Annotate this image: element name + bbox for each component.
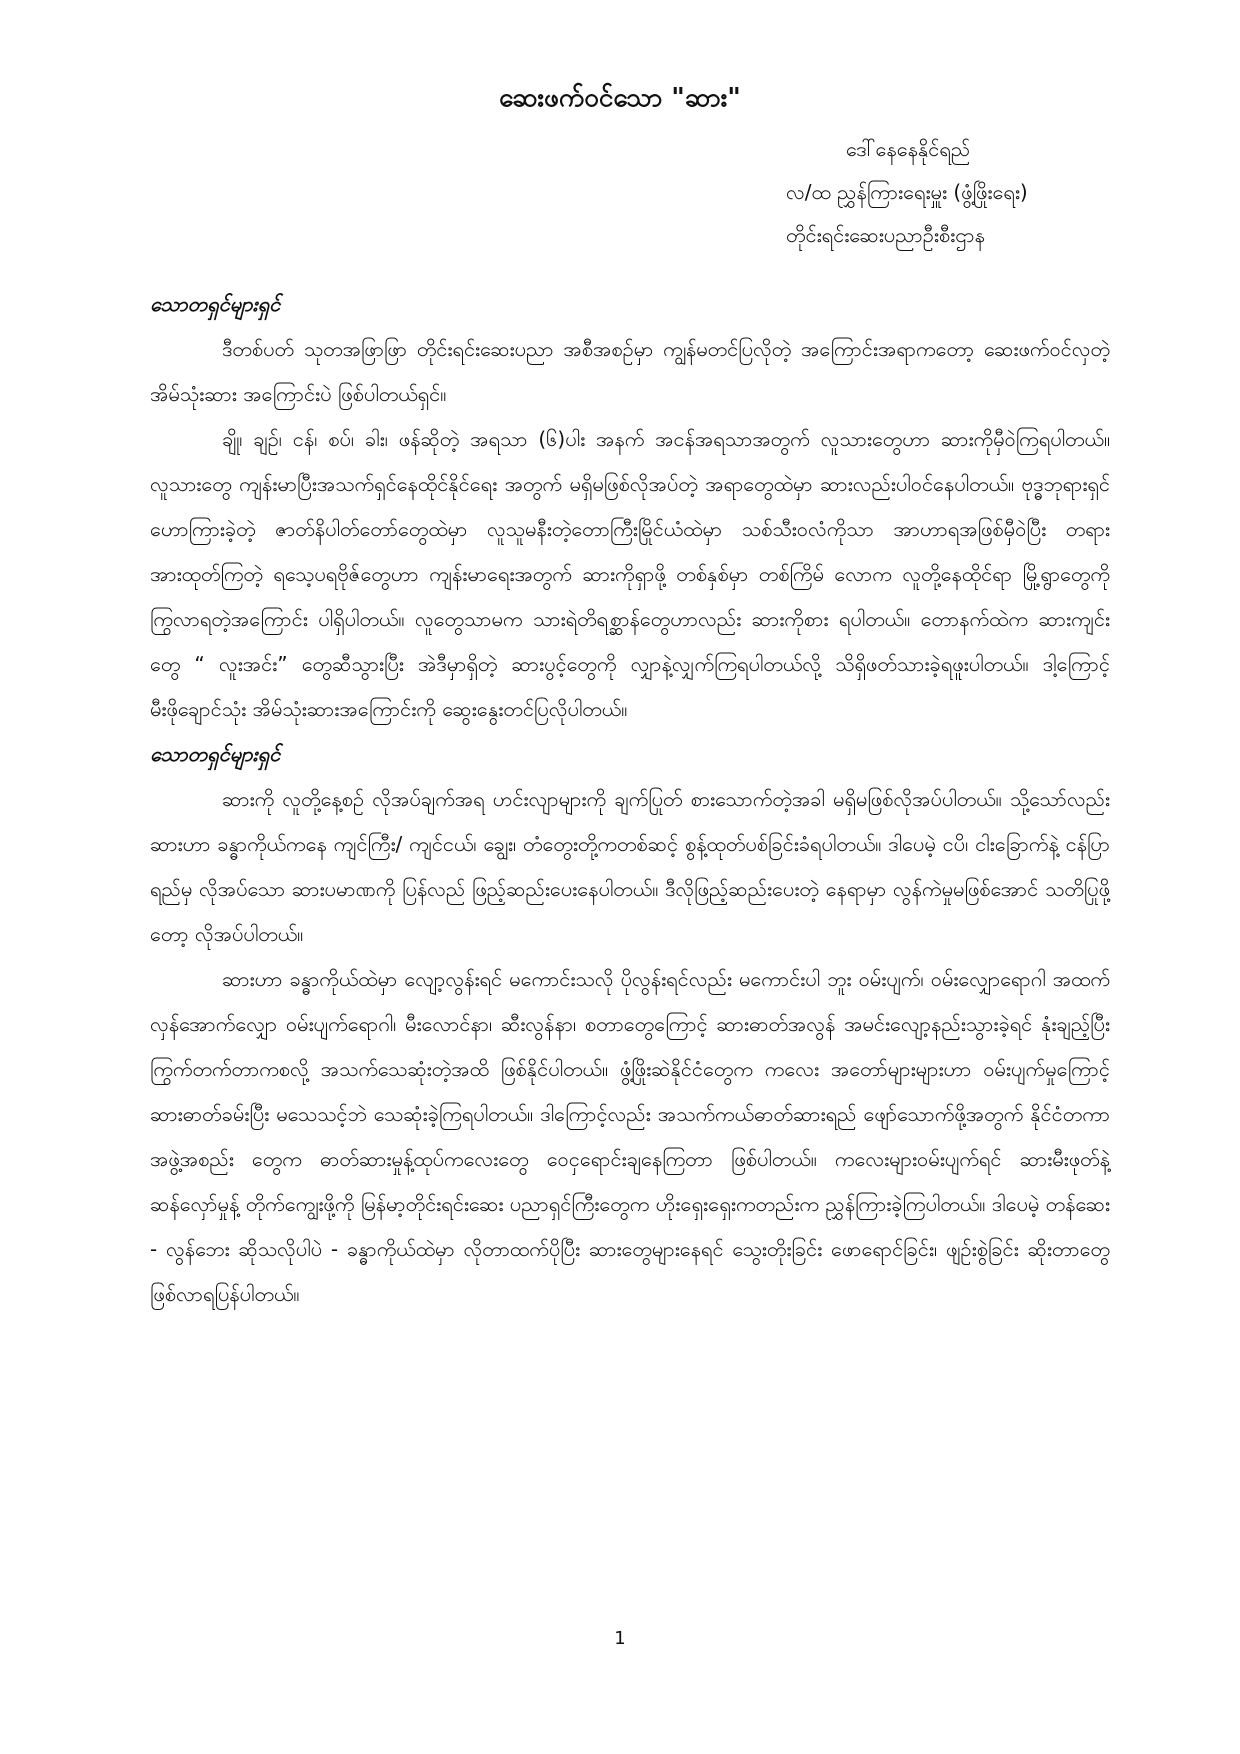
author-name: ဒေါ်နေနေနိုင်ရည် bbox=[846, 137, 971, 161]
author-position: လ/ထ ညွှန်ကြားရေးမှူး (ဖွံ့ဖြိုးရေး) bbox=[786, 180, 1028, 204]
author-department: တိုင်းရင်းဆေးပညာဦးစီးဌာန bbox=[786, 223, 985, 247]
section-greeting: သောတရှင်များရှင် bbox=[150, 292, 281, 316]
paragraph: ဒီတစ်ပတ် သုတအဖြာဖြာ တိုင်းရင်းဆေးပညာ အစီအစဉ်မှာ ကျွန်မတင်ပြလိုတဲ့ အကြောင်းအရာကတော့ ဆေးဖက်ဝင်လှတဲ့ အိမ်သုံးဆား အကြောင်းပဲ ဖြစ်ပါတယ်ရှင်။ bbox=[150, 337, 1110, 406]
paragraph: ဆားကို လူတို့နေ့စဉ် လိုအပ်ချက်အရ ဟင်းလျာများကို ချက်ပြုတ် စားသောက်တဲ့အခါ မရှိမဖြစ်လိုအပ်ပါတယ်။ သို့သော်လည်း ဆားဟာ ခန္ဓာကိုယ်ကနေ ကျင်ကြီး/ ကျင်ငယ်၊ ချွေး၊ တံတွေးတို့ကတစ်ဆင့် စွန့်ထုတ်ပစ်ခြင်းခံရပါတယ်။ ဒါပေမဲ့ ငပိ၊ ငါးခြောက်နဲ့ ငန်ပြာရည်မှ လိုအပ်သော ဆားပမာဏကို ပြန်လည် ဖြည့်ဆည်းပေးနေပါတယ်။ ဒီလိုဖြည့်ဆည်းပေးတဲ့ နေရာမှာ လွန်ကဲမှုမဖြစ်အောင် သတိပြုဖို့တော့ လိုအပ်ပါတယ်။ bbox=[150, 787, 1110, 946]
paragraph: ချို၊ ချဉ်၊ ငန်၊ စပ်၊ ခါး၊ ဖန်ဆိုတဲ့ အရသာ (၆)ပါး အနက် အငန်အရသာအတွက် လူသားတွေဟာ ဆားကိုမှီဝဲကြရပါတယ်။ လူသားတွေ ကျန်းမာပြီးအသက်ရှင်နေထိုင်နိုင်ရေး အတွက် မရှိမဖြစ်လိုအပ်တဲ့ အရာတွေထဲမှာ ဆားလည်းပါဝင်နေပါတယ်။ ဗုဒ္ဓဘုရားရှင် ဟောကြားခဲ့တဲ့ ဇာတ်နိပါတ်တော်တွေထဲမှာ လူသူမနီးတဲ့တောကြီးမြိုင်ယံထဲမှာ သစ်သီးဝလံကိုသာ အာဟာရအဖြစ်မှီဝဲပြီး တရားအားထုတ်ကြတဲ့ ရသေ့ပရဗိုဇ်တွေဟာ ကျန်းမာရေးအတွက် ဆားကိုရှာဖို့ တစ်နှစ်မှာ တစ်ကြိမ် လောက လူတို့နေထိုင်ရာ မြို့ရွာတွေကို ကြွလာရတဲ့အကြောင်း ပါရှိပါတယ်။ လူတွေသာမက သားရဲတိရစ္ဆာန်တွေဟာလည်း ဆားကိုစား ရပါတယ်။ တောနက်ထဲက ဆားကျင်းတွေ “ လူးအင်း” တွေဆီသွားပြီး အဲဒီမှာရှိတဲ့ ဆားပွင့်တွေကို လျှာနဲ့လျှက်ကြရပါတယ်လို့ သိရှိဖတ်သားခဲ့ရဖူးပါတယ်။ ဒါ့ကြောင့် မီးဖိုချောင်သုံး အိမ်သုံးဆားအကြောင်းကို ဆွေးနွေးတင်ပြလိုပါတယ်။ bbox=[150, 427, 1110, 721]
page-number: 1 bbox=[614, 1628, 626, 1649]
paragraph: ဆားဟာ ခန္ဓာကိုယ်ထဲမှာ လျော့လွန်းရင် မကောင်းသလို ပိုလွန်းရင်လည်း မကောင်းပါ ဘူး ဝမ်းပျက်၊ ဝမ်းလျှောရောဂါ အထက်လှန်အောက်လျှော ဝမ်းပျက်ရောဂါ၊ မီးလောင်နာ၊ ဆီးလွန်နာ၊ စတာတွေကြောင့် ဆားဓာတ်အလွန် အမင်းလျော့နည်းသွားခဲ့ရင် နုံးချည့်ပြီး ကြွက်တက်တာကစလို့ အသက်သေဆုံးတဲ့အထိ ဖြစ်နိုင်ပါတယ်။ ဖွံ့ဖြိုးဆဲနိုင်ငံတွေက ကလေး အတော်များများဟာ ဝမ်းပျက်မှုကြောင့် ဆားဓာတ်ခမ်းပြီး မသေသင့်ဘဲ သေဆုံးခဲ့ကြရပါတယ်။ ဒါကြောင့်လည်း အသက်ကယ်ဓာတ်ဆားရည် ဖျော်သောက်ဖို့အတွက် နိုင်ငံတကာအဖွဲ့အစည်း တွေက ဓာတ်ဆားမှုန့်ထုပ်ကလေးတွေ ဝေငှရောင်းချနေကြတာ ဖြစ်ပါတယ်။ ကလေးများဝမ်းပျက်ရင် ဆားမီးဖုတ်နဲ့ ဆန်လှော်မှုန့် တိုက်ကျွေးဖို့ကို မြန်မာ့တိုင်းရင်းဆေး ပညာရှင်ကြီးတွေက ဟိုးရှေးရှေးကတည်းက ညွှန်ကြားခဲ့ကြပါတယ်။ ဒါပေမဲ့ တန်ဆေး - လွန်ဘေး ဆိုသလိုပါပဲ - ခန္ဓာကိုယ်ထဲမှာ လိုတာထက်ပိုပြီး ဆားတွေများနေရင် သွေးတိုးခြင်း ဖောရောင်ခြင်း၊ ဖျဉ်းစွဲခြင်း ဆိုးတာတွေ ဖြစ်လာရပြန်ပါတယ်။ bbox=[150, 967, 1110, 1306]
section-greeting: သောတရှင်များရှင် bbox=[150, 742, 281, 766]
document-title: ဆေးဖက်ဝင်သော "ဆား" bbox=[499, 83, 741, 113]
document-body bbox=[150, 282, 1110, 1317]
author-block bbox=[786, 128, 1206, 257]
